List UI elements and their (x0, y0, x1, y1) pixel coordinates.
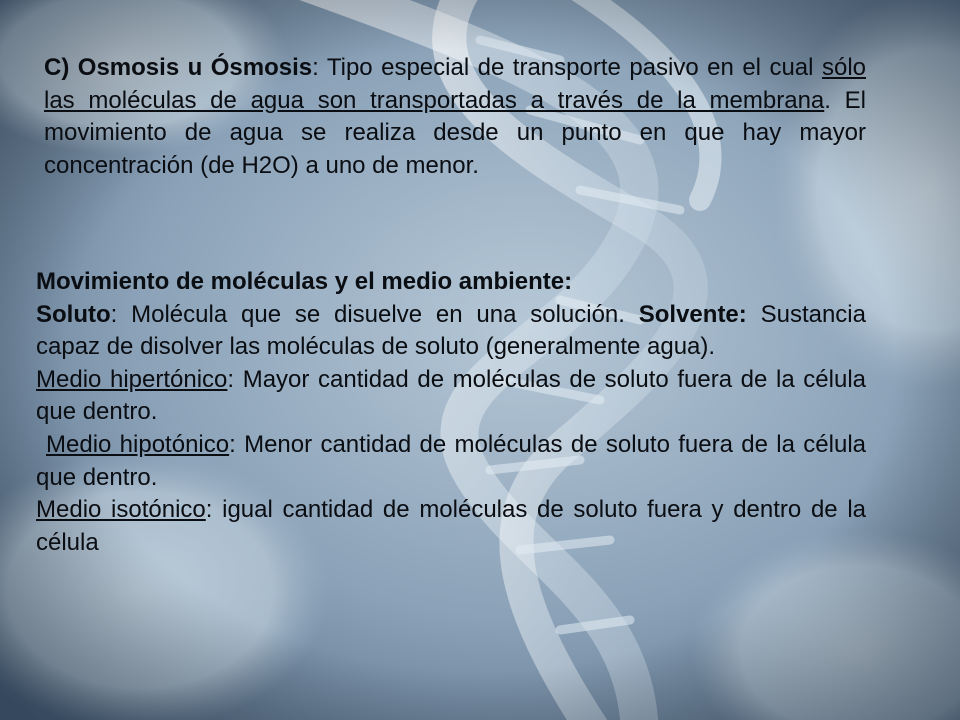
osmosis-term: C) Osmosis u Ósmosis (44, 54, 313, 81)
isotonico-paragraph (36, 494, 866, 559)
soluto-term: Soluto (36, 300, 111, 328)
isotonico-term: Medio isotónico (36, 496, 206, 524)
hipotonico-definition: : Menor cantidad de moléculas de soluto fuera de la célula que dentro. (36, 430, 866, 491)
soluto-colon: : (110, 300, 118, 328)
isotonico-definition: : igual cantidad de moléculas de soluto fuera y dentro de la célula (36, 496, 866, 556)
hipotonico-paragraph (36, 429, 866, 494)
movement-heading-line (36, 266, 866, 299)
hipertonico-paragraph (36, 364, 866, 429)
osmosis-underlined-text: sólo las moléculas de agua son transportadas a través de la membrana (44, 54, 866, 114)
solvente-definition: Sustancia capaz de disolver las moléculas de soluto (generalmente agua). (36, 300, 866, 361)
movement-heading: Movimiento de moléculas y el medio ambiente: (36, 268, 573, 295)
hipertonico-definition: : Mayor cantidad de moléculas de soluto fuera de la célula que dentro. (36, 365, 866, 426)
soluto-definition: Molécula que se disuelve en una solución. (117, 300, 639, 328)
osmosis-rest-text: . El movimiento de agua se realiza desde un punto en que hay mayor concentración (de H2O) a uno de menor. (44, 86, 866, 179)
hipertonico-term: Medio hipertónico (36, 365, 228, 393)
osmosis-paragraph (44, 52, 866, 182)
hipotonico-term: Medio hipotónico (46, 430, 230, 458)
osmosis-colon: : (312, 54, 319, 81)
osmosis-intro-text: Tipo especial de transporte pasivo en el cual (318, 54, 822, 81)
solvente-term: Solvente: (638, 300, 747, 328)
movement-section (36, 266, 866, 559)
soluto-solvente-paragraph (36, 299, 866, 364)
